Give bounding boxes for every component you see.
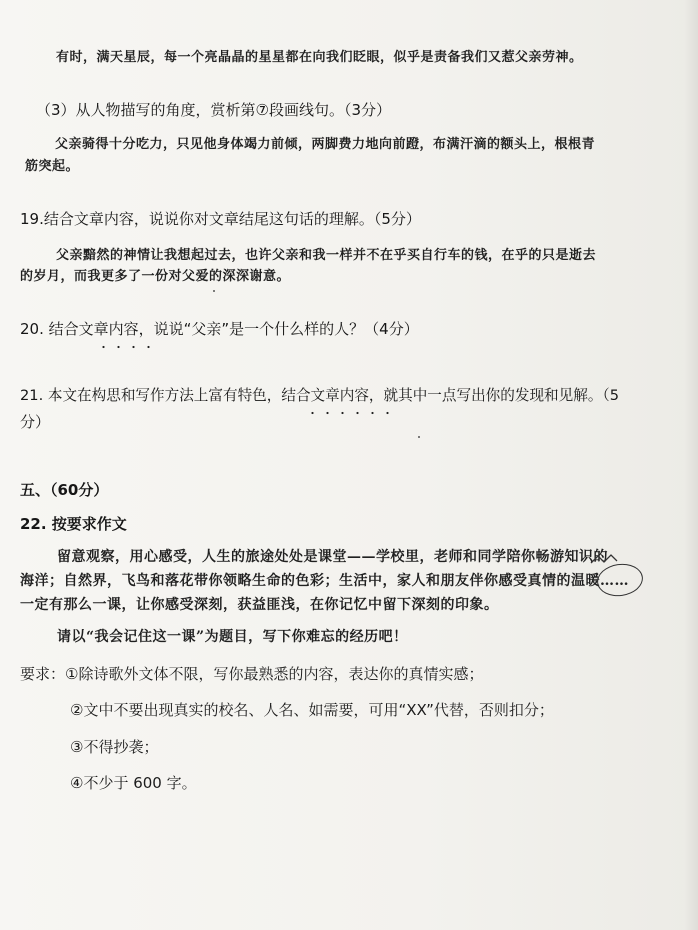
page-edge-shadow — [684, 0, 698, 930]
essay-title-instruction: 请以“我会记住这一课”为题目，写下你难忘的经历吧！ — [57, 629, 408, 645]
handwritten-answer-19-line2: 的岁月，而我更多了一份对父爱的深深谢意。 — [20, 269, 291, 284]
pen-circle-mark — [595, 561, 645, 599]
handwritten-answer-19-line1: 父亲黯然的神情让我想起过去，也许父亲和我一样并不在乎买自行车的钱，在乎的只是逝去 — [56, 248, 597, 263]
prompt-line3: 一定有那么一课，让你感受深刻，获益匪浅，在你记忆中留下深刻的印象。 — [20, 597, 499, 613]
requirement-4: ④不少于 600 字。 — [70, 774, 197, 792]
question-21-line1: 21. 本文在构思和写作方法上富有特色，结合文章内容，就其中一点写出你的发现和见解。（5 — [20, 387, 619, 404]
question-3: （3）从人物描写的角度，赏析第⑦段画线句。（3分） — [36, 101, 392, 119]
requirement-3: ③不得抄袭； — [70, 738, 159, 756]
section-five-heading: 五、（60分） — [20, 481, 109, 499]
prompt-line1: 留意观察，用心感受，人生的旅途处处是课堂——学校里，老师和同学陪你畅游知识的 — [57, 549, 608, 565]
paper-speck — [418, 436, 420, 438]
question-21-line2: 分） — [20, 413, 51, 431]
emphasis-dots — [305, 407, 397, 416]
paper-speck — [213, 290, 215, 292]
handwritten-answer-3-line2: 筋突起。 — [25, 159, 80, 174]
requirement-1: 要求：①除诗歌外文体不限，写你最熟悉的内容，表达你的真情实感； — [20, 665, 484, 683]
question-20: 20. 结合文章内容，说说“父亲”是一个什么样的人？（4分） — [20, 320, 419, 338]
pen-strike-mark — [590, 553, 618, 565]
question-19: 19.结合文章内容，说说你对文章结尾这句话的理解。（5分） — [20, 210, 421, 228]
emphasis-dots — [96, 341, 156, 350]
handwritten-answer-3-line1: 父亲骑得十分吃力，只见他身体竭力前倾，两脚费力地向前蹬，布满汗滴的额头上，根根青 — [55, 137, 596, 152]
handwritten-answer-line: 有时，满天星辰，每一个亮晶晶的星星都在向我们眨眼，似乎是责备我们又惹父亲劳神。 — [56, 50, 583, 65]
requirement-2: ②文中不要出现真实的校名、人名、如需要，可用“XX”代替，否则扣分； — [70, 701, 554, 719]
question-22-heading: 22. 按要求作文 — [20, 515, 127, 533]
prompt-line2: 海洋；自然界，飞鸟和落花带你领略生命的色彩；生活中，家人和朋友伴你感受真情的温暖…… — [20, 573, 629, 589]
